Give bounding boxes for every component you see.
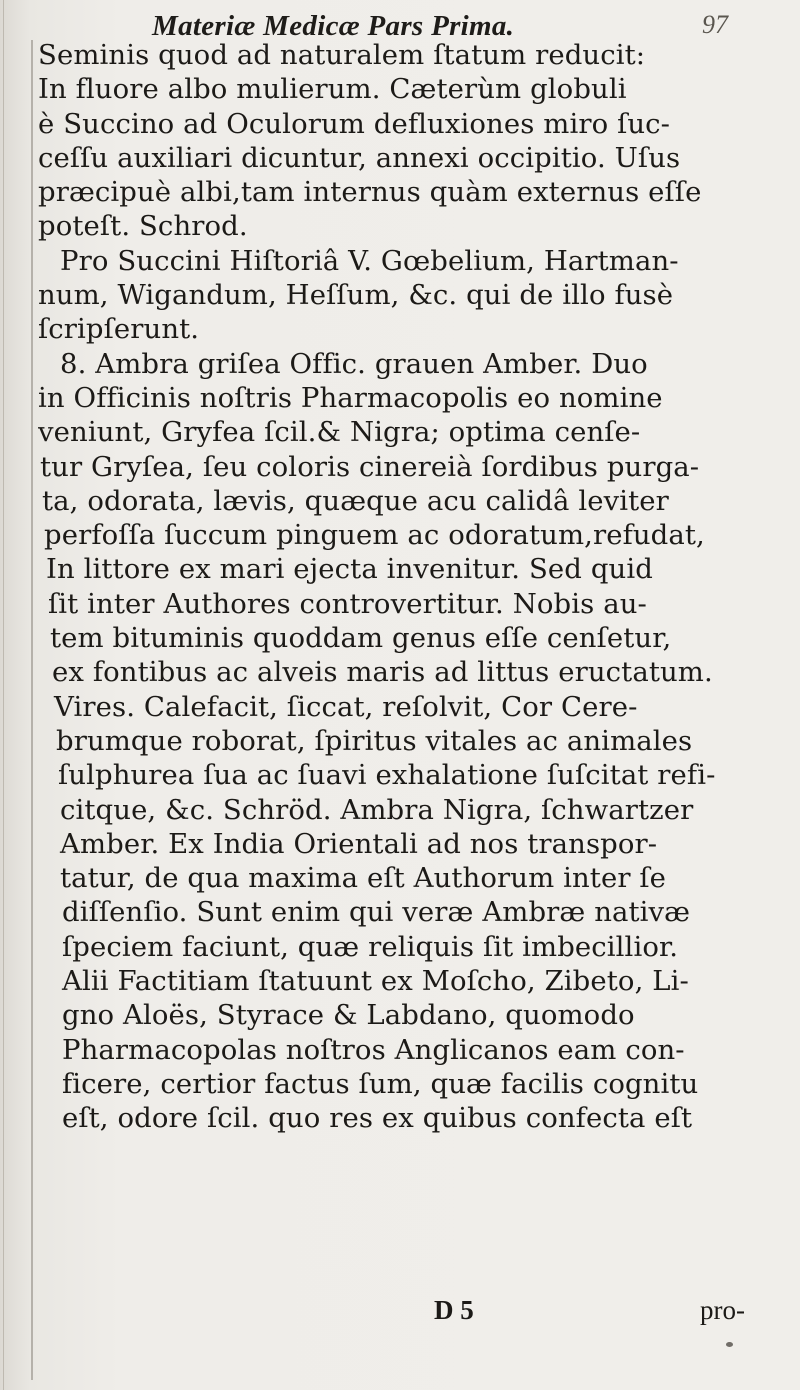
text-line: In fluore albo mulierum. Cæterùm globuli <box>38 73 627 106</box>
text-line: ceſſu auxiliari dicuntur, annexi occipitio. Uſus <box>38 141 681 174</box>
text-line: ta, odorata, lævis, quæque acu calidâ leviter <box>42 484 669 517</box>
text-line: Alii Factitiam ſtatuunt ex Moſcho, Zibeto, Li- <box>62 965 689 998</box>
text-line: Pharmacopolas noſtros Anglicanos eam con- <box>62 1033 685 1066</box>
text-line: In littore ex mari ejecta invenitur. Sed quid <box>46 553 653 586</box>
text-line: veniunt, Gryfea ſcil.& Nigra; optima cenſe- <box>38 416 641 449</box>
text-line: Amber. Ex India Orientali ad nos transpor- <box>60 827 658 860</box>
text-line: poteſt. Schrod. <box>38 210 248 243</box>
text-line: ficere, certior factus ſum, quæ facilis cognitu <box>62 1067 699 1100</box>
text-line: ex fontibus ac alveis maris ad littus eructatum. <box>52 656 713 689</box>
text-line: gno Aloës, Styrace & Labdano, quomodo <box>62 999 635 1032</box>
text-line: è Succino ad Oculorum defluxiones miro ſuc- <box>38 107 671 140</box>
text-line: eſt, odore ſcil. quo res ex quibus confecta eſt <box>62 1102 693 1135</box>
text-line: ſpeciem faciunt, quæ reliquis ſit imbecillior. <box>62 930 679 963</box>
text-line: 8. Ambra griſea Offic. grauen Amber. Duo <box>60 347 648 380</box>
text-line: præcipuè albi,tam internus quàm externus eſſe <box>38 176 702 209</box>
text-line: ſcripſerunt. <box>38 313 200 346</box>
text-line: citque, &c. Schröd. Ambra Nigra, ſchwartzer <box>60 793 694 826</box>
text-line: brumque roborat, ſpiritus vitales ac animales <box>56 724 693 757</box>
page-footer <box>0 1295 800 1335</box>
running-head: Materiæ Medicæ Pars Prima. <box>152 10 515 42</box>
text-line: in Officinis noſtris Pharmacopolis eo nomine <box>38 381 663 414</box>
signature-mark: D 5 <box>434 1295 474 1325</box>
text-line: diſſenſio. Sunt enim qui veræ Ambræ nativæ <box>62 896 691 929</box>
text-line: ſit inter Authores controvertitur. Nobis au- <box>48 587 647 620</box>
text-line: tatur, de qua maxima eſt Authorum inter ſe <box>60 862 667 895</box>
text-line: ſulphurea ſua ac ſuavi exhalatione ſuſcitat refi- <box>58 759 716 792</box>
text-line: Pro Succini Hiſtoriâ V. Gœbelium, Hartman- <box>60 244 679 277</box>
text-line: Vires. Calefacit, ſiccat, reſolvit, Cor Cere- <box>54 690 638 723</box>
text-line: perfoſſa ſuccum pinguem ac odoratum,refudat, <box>44 519 705 552</box>
text-line: Seminis quod ad naturalem ſtatum reducit: <box>38 39 646 71</box>
gutter-margin-line <box>31 40 33 1380</box>
text-line: num, Wigandum, Heſſum, &c. qui de illo fusè <box>38 279 674 312</box>
catchword: pro- <box>700 1295 745 1325</box>
body-text <box>38 38 790 1136</box>
text-line: tem bituminis quoddam genus eſſe cenſetur, <box>50 622 672 655</box>
text-line: tur Gryſea, ſeu coloris cinereià ſordibus purga- <box>40 450 700 483</box>
page-number: 97 <box>702 10 728 39</box>
ink-speck <box>726 1342 733 1347</box>
page-edge <box>3 0 4 1390</box>
